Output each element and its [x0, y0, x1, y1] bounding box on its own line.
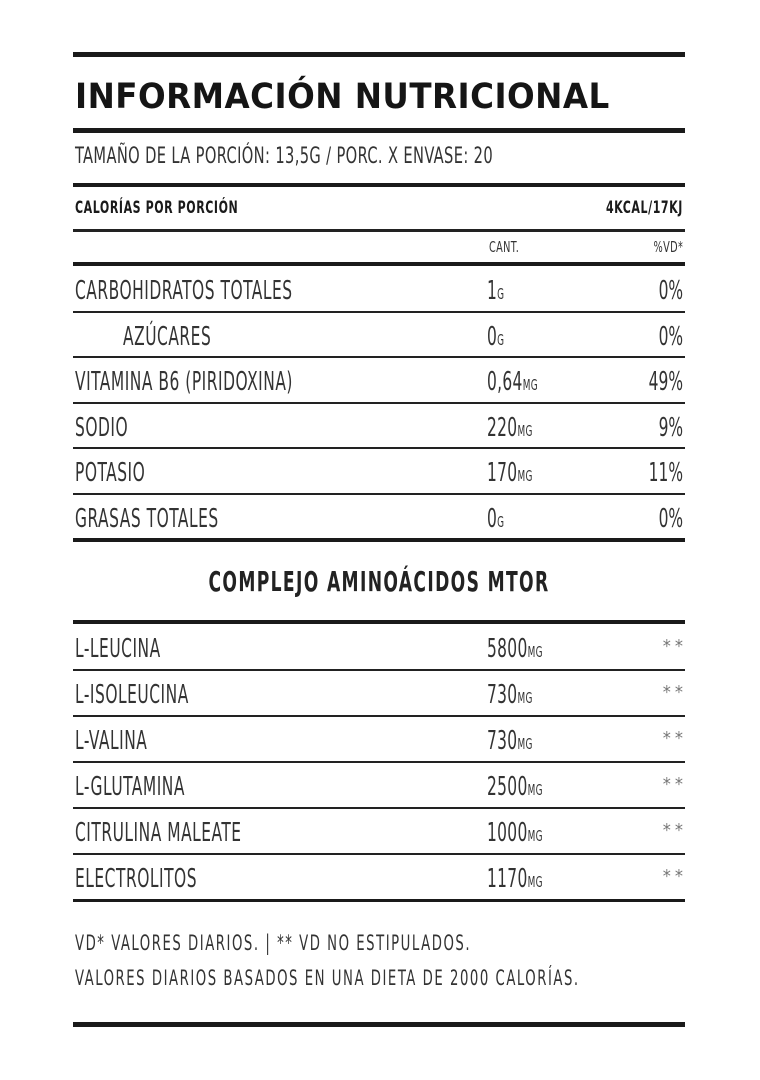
top-thick-rule — [73, 52, 685, 57]
amount-unit: MG — [527, 827, 543, 845]
dv-not-stipulated: ** — [662, 728, 687, 749]
row-amount — [487, 412, 533, 443]
amount-unit: MG — [522, 376, 538, 395]
row-name: L-LEUCINA — [75, 634, 161, 664]
row-divider — [73, 761, 685, 763]
dv-not-stipulated: ** — [662, 682, 687, 703]
row-amount — [487, 278, 504, 304]
row-divider — [73, 807, 685, 809]
aminos-top-rule — [73, 620, 685, 624]
row-name: CARBOHIDRATOS TOTALES — [75, 276, 293, 306]
serving-rule — [73, 183, 685, 187]
amount-value: 1000 — [487, 818, 528, 848]
row-amount — [487, 866, 543, 892]
amount-unit: MG — [517, 735, 533, 753]
row-name: L-GLUTAMINA — [75, 772, 185, 802]
row-name: AZÚCARES — [123, 321, 212, 352]
amount-value: 220 — [487, 412, 518, 443]
amount-unit: MG — [527, 873, 543, 891]
row-divider — [73, 447, 685, 449]
row-amount — [487, 321, 505, 352]
amount-unit: MG — [517, 421, 533, 440]
calories-label: CALORÍAS POR PORCIÓN — [75, 198, 239, 218]
row-amount — [487, 728, 533, 754]
row-divider — [73, 715, 685, 717]
aminos-bottom-rule — [73, 899, 685, 902]
amount-unit: G — [497, 285, 505, 303]
row-amount — [487, 636, 543, 662]
title-rule — [73, 128, 685, 133]
row-divider — [73, 311, 685, 313]
amount-value: 170 — [487, 458, 518, 489]
amount-value: 0 — [487, 321, 498, 352]
row-divider — [73, 853, 685, 855]
column-header-dv: %VD* — [653, 238, 683, 256]
row-name: ELECTROLITOS — [75, 864, 198, 894]
aminos-section-title: COMPLEJO AMINOÁCIDOS MTOR — [208, 565, 550, 598]
amount-value: 0,64 — [487, 367, 523, 398]
amount-value: 730 — [487, 726, 518, 756]
row-name: POTASIO — [75, 458, 146, 489]
dv-not-stipulated: ** — [662, 866, 687, 887]
nutrition-label — [73, 0, 685, 1080]
dv-not-stipulated: ** — [662, 820, 687, 841]
row-divider — [73, 493, 685, 495]
serving-size: TAMAÑO DE LA PORCIÓN: 13,5G / PORC. X ENVASE: 20 — [75, 144, 494, 169]
row-name: GRASAS TOTALES — [75, 504, 219, 534]
amount-unit: G — [497, 330, 505, 349]
footnote-line-1: VD* VALORES DIARIOS. | ** VD NO ESTIPULADOS. — [75, 931, 472, 955]
column-header-amount: CANT. — [489, 238, 520, 256]
dv-not-stipulated: ** — [662, 636, 687, 657]
row-amount — [487, 682, 533, 708]
amount-unit: G — [497, 513, 505, 531]
row-daily-value: 11% — [648, 458, 683, 489]
row-daily-value: 9% — [658, 412, 683, 443]
amount-value: 0 — [487, 504, 498, 534]
row-amount — [487, 820, 543, 846]
dv-not-stipulated: ** — [662, 774, 687, 795]
amount-value: 730 — [487, 680, 518, 710]
row-daily-value: 0% — [658, 504, 683, 534]
row-divider — [73, 356, 685, 358]
row-name: L-ISOLEUCINA — [75, 680, 189, 710]
row-name: L-VALINA — [75, 726, 148, 756]
row-amount — [487, 458, 533, 489]
amount-value: 5800 — [487, 634, 528, 664]
row-daily-value: 49% — [648, 367, 683, 398]
row-name: VITAMINA B6 (PIRIDOXINA) — [75, 367, 293, 398]
row-daily-value: 0% — [658, 321, 683, 352]
row-divider — [73, 669, 685, 671]
bottom-thick-rule — [73, 1022, 685, 1027]
footnote-line-2: VALORES DIARIOS BASADOS EN UNA DIETA DE 2000 CALORÍAS. — [75, 966, 580, 990]
amount-value: 2500 — [487, 772, 528, 802]
amount-unit: MG — [527, 643, 543, 661]
amount-unit: MG — [517, 467, 533, 486]
row-amount — [487, 774, 543, 800]
nutrients-bottom-rule — [73, 538, 685, 542]
amount-unit: MG — [527, 781, 543, 799]
row-name: CITRULINA MALEATE — [75, 818, 242, 848]
row-amount — [487, 367, 538, 398]
row-name: SODIO — [75, 412, 129, 443]
amount-value: 1170 — [487, 864, 528, 894]
header-rule — [73, 262, 685, 266]
calories-rule — [73, 229, 685, 232]
calories-value: 4KCAL/17KJ — [605, 198, 683, 218]
row-amount — [487, 506, 504, 532]
row-daily-value: 0% — [658, 276, 683, 306]
amount-value: 1 — [487, 276, 498, 306]
label-title: INFORMACIÓN NUTRICIONAL — [75, 77, 610, 117]
row-divider — [73, 402, 685, 404]
amount-unit: MG — [517, 689, 533, 707]
